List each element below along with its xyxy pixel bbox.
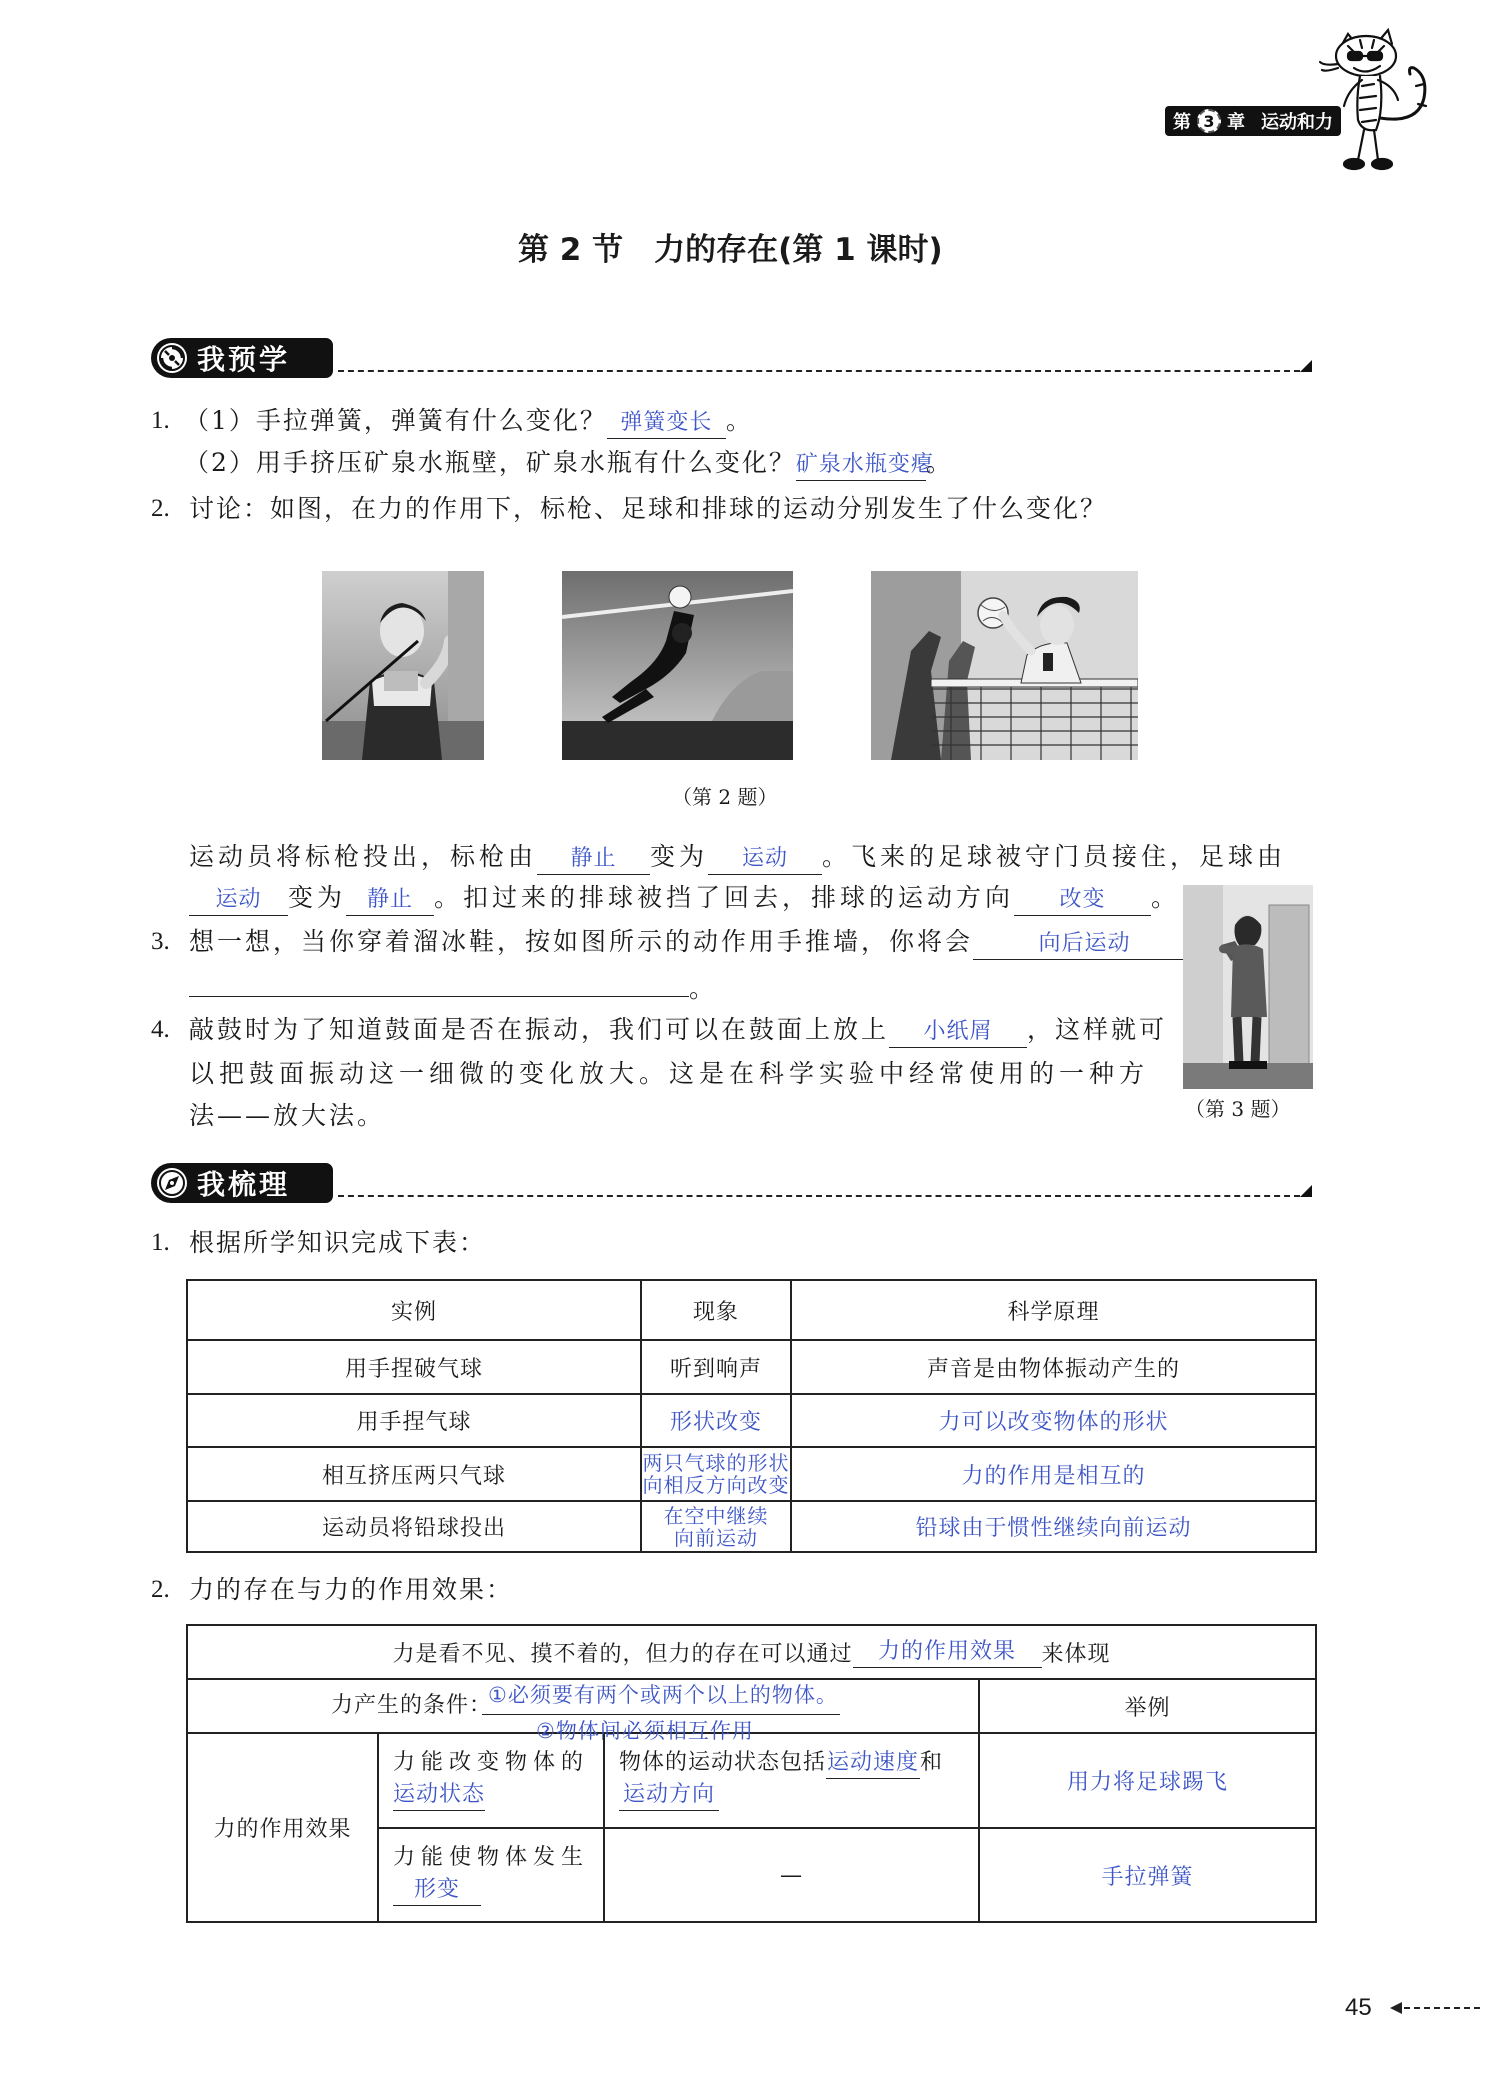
effects-label: 力的作用效果 xyxy=(188,1734,379,1923)
answer-blank: 运动 xyxy=(189,885,288,916)
force-existence-row xyxy=(188,1626,1317,1680)
question-text: 想一想，当你穿着溜冰鞋，按如图所示的动作用手推墙，你将会 xyxy=(189,927,974,956)
handwritten-line: ①必须要有两个或两个以上的物体。 xyxy=(488,1683,838,1707)
deformation-detail-cell: — xyxy=(605,1829,980,1923)
effect-deformation-cell xyxy=(379,1829,605,1923)
handwritten-line: 向相反方向改变 xyxy=(642,1473,790,1497)
question-number: 1. xyxy=(151,1229,170,1256)
arrow-left-icon xyxy=(1390,2002,1402,2014)
section-divider xyxy=(338,370,1300,372)
answer-blank: 运动 xyxy=(708,844,822,875)
question-3-line xyxy=(189,925,1196,960)
table-cell-example: 运动员将铅球投出 xyxy=(188,1502,642,1553)
question-number: 3. xyxy=(151,928,170,955)
question-number: 1. xyxy=(151,407,170,434)
page-number-dash xyxy=(1404,2007,1480,2009)
effect-motion-cell xyxy=(379,1734,605,1829)
table-header: 现象 xyxy=(642,1281,792,1341)
skater-pushing-wall-photo xyxy=(1183,885,1313,1089)
answer-blank: 运动速度 xyxy=(826,1748,920,1779)
section-header-review xyxy=(151,1163,333,1203)
table-header: 科学原理 xyxy=(792,1281,1317,1341)
section-header-preview xyxy=(151,338,333,378)
question-number: 2. xyxy=(151,1576,170,1603)
question-text: 根据所学知识完成下表： xyxy=(189,1228,487,1257)
table-cell-principle: 声音是由物体振动产生的 xyxy=(792,1341,1317,1395)
table-cell-principle: 力的作用是相互的 xyxy=(792,1448,1317,1502)
question-4-line xyxy=(189,1013,1167,1048)
paragraph-text: 。 xyxy=(1151,883,1181,912)
table-cell-phenomenon: 形状改变 xyxy=(642,1395,792,1448)
answer-blank: 小纸屑 xyxy=(889,1017,1027,1048)
table-cell-example: 用手捏破气球 xyxy=(188,1341,642,1395)
question-text: 。 xyxy=(689,974,717,1003)
question-text: 法——放大法。 xyxy=(189,1101,386,1130)
answer-blank: 形变 xyxy=(393,1875,481,1906)
table-text: 和 xyxy=(920,1750,944,1775)
section-label-preview: 我预学 xyxy=(197,343,291,376)
divider-corner-icon xyxy=(1300,1185,1312,1197)
table-text: 来体现 xyxy=(1041,1641,1111,1667)
question-text: （1）手拉弹簧，弹簧有什么变化？ xyxy=(184,406,607,435)
condition-label: 力产生的条件： xyxy=(331,1693,493,1718)
chapter-suffix: 章 xyxy=(1227,112,1245,133)
table-cell-example: 用手捏气球 xyxy=(188,1395,642,1448)
summary-table xyxy=(186,1279,1317,1553)
table-cell-phenomenon: 听到响声 xyxy=(642,1341,792,1395)
question-text: 力的存在与力的作用效果： xyxy=(189,1575,514,1604)
example-cell: 用力将足球踢飞 xyxy=(980,1734,1317,1829)
paragraph-text: 变为 xyxy=(650,842,709,871)
table-cell-principle: 力可以改变物体的形状 xyxy=(792,1395,1317,1448)
example-cell: 手拉弹簧 xyxy=(980,1829,1317,1923)
page-number: 45 xyxy=(1345,1994,1372,2021)
handwritten-line: 两只气球的形状 xyxy=(642,1451,790,1475)
tiger-mascot-icon xyxy=(1318,20,1448,180)
paragraph-text: 。飞来的足球被守门员接住，足球由 xyxy=(822,842,1287,871)
paragraph-text: 。扣过来的排球被挡了回去，排球的运动方向 xyxy=(434,883,1015,912)
question-text: 敲鼓时为了知道鼓面是否在振动，我们可以在鼓面上放上 xyxy=(189,1015,890,1044)
paragraph-text: 变为 xyxy=(288,883,347,912)
question-text: 以把鼓面振动这一细微的变化放大。这是在科学实验中经常使用的一种方 xyxy=(189,1059,1150,1088)
answer-blank: 运动状态 xyxy=(393,1780,485,1811)
javelin-thrower-photo xyxy=(322,571,484,760)
table-header: 实例 xyxy=(188,1281,642,1341)
answer-blank: 改变 xyxy=(1014,885,1151,916)
question-1-part-1 xyxy=(184,404,753,439)
figure-caption: （第 3 题） xyxy=(1185,1097,1291,1121)
example-header: 举例 xyxy=(980,1680,1317,1734)
table-text: 物体的运动状态包括 xyxy=(619,1750,827,1775)
question-text: 讨论：如图，在力的作用下，标枪、足球和排球的运动分别发生了什么变化？ xyxy=(189,494,1108,523)
section-label-review: 我梳理 xyxy=(197,1168,291,1201)
figure-caption: （第 2 题） xyxy=(672,785,778,809)
question-3-continuation xyxy=(189,972,716,1006)
question-number: 4. xyxy=(151,1016,170,1043)
compass-icon xyxy=(155,1166,189,1200)
answer-blank: 力的作用效果 xyxy=(853,1637,1042,1668)
chapter-number: 3 xyxy=(1197,109,1221,133)
swirl-icon xyxy=(155,341,189,375)
handwritten-line: 向前运动 xyxy=(674,1525,758,1550)
table-text: 力能改变物体的 xyxy=(393,1750,590,1775)
paragraph-text: 运动员将标枪投出，标枪由 xyxy=(189,842,538,871)
answer-blank: 矿泉水瓶变瘪 xyxy=(796,450,926,481)
question-text: ，这样就可 xyxy=(1027,1015,1168,1044)
divider-corner-icon xyxy=(1300,360,1312,372)
paragraph-line xyxy=(189,881,1180,916)
table-text: 力能使物体发生 xyxy=(393,1845,590,1870)
empty-blank xyxy=(189,996,689,997)
paragraph-line xyxy=(189,840,1286,875)
table-cell-phenomenon xyxy=(642,1502,792,1553)
goalkeeper-photo xyxy=(562,571,793,760)
question-text: 。 xyxy=(925,448,953,477)
question-text: （2）用手挤压矿泉水瓶壁，矿泉水瓶有什么变化？ xyxy=(184,448,796,477)
motion-state-detail-cell xyxy=(605,1734,980,1829)
chapter-badge xyxy=(1165,106,1341,136)
answer-blank: 弹簧变长 xyxy=(607,408,726,439)
chapter-prefix: 第 xyxy=(1173,112,1191,133)
chapter-title: 运动和力 xyxy=(1261,112,1333,133)
handwritten-line: 在空中继续 xyxy=(663,1503,769,1528)
question-text: 。 xyxy=(725,406,753,435)
table-cell-principle: 铅球由于惯性继续向前运动 xyxy=(792,1502,1317,1553)
answer-blank: 运动方向 xyxy=(619,1780,719,1811)
table-text: 力是看不见、摸不着的，但力的存在可以通过 xyxy=(392,1641,853,1667)
force-condition-cell xyxy=(188,1680,980,1743)
table-cell-example: 相互挤压两只气球 xyxy=(188,1448,642,1502)
table-cell-phenomenon xyxy=(642,1448,792,1502)
page-title: 第 2 节 力的存在(第 1 课时) xyxy=(518,232,943,268)
answer-blank: 静止 xyxy=(346,885,434,916)
handwritten-line: ②物体间必须相互作用 xyxy=(536,1719,754,1743)
answer-blank: 静止 xyxy=(537,844,650,875)
question-1-part-2 xyxy=(184,446,953,481)
answer-blank: 向后运动 xyxy=(973,929,1196,960)
force-effects-table xyxy=(186,1624,1317,1923)
section-divider xyxy=(338,1195,1300,1197)
volleyball-spike-photo xyxy=(871,571,1138,760)
motion-detail-line xyxy=(619,1748,943,1779)
question-number: 2. xyxy=(151,495,170,522)
